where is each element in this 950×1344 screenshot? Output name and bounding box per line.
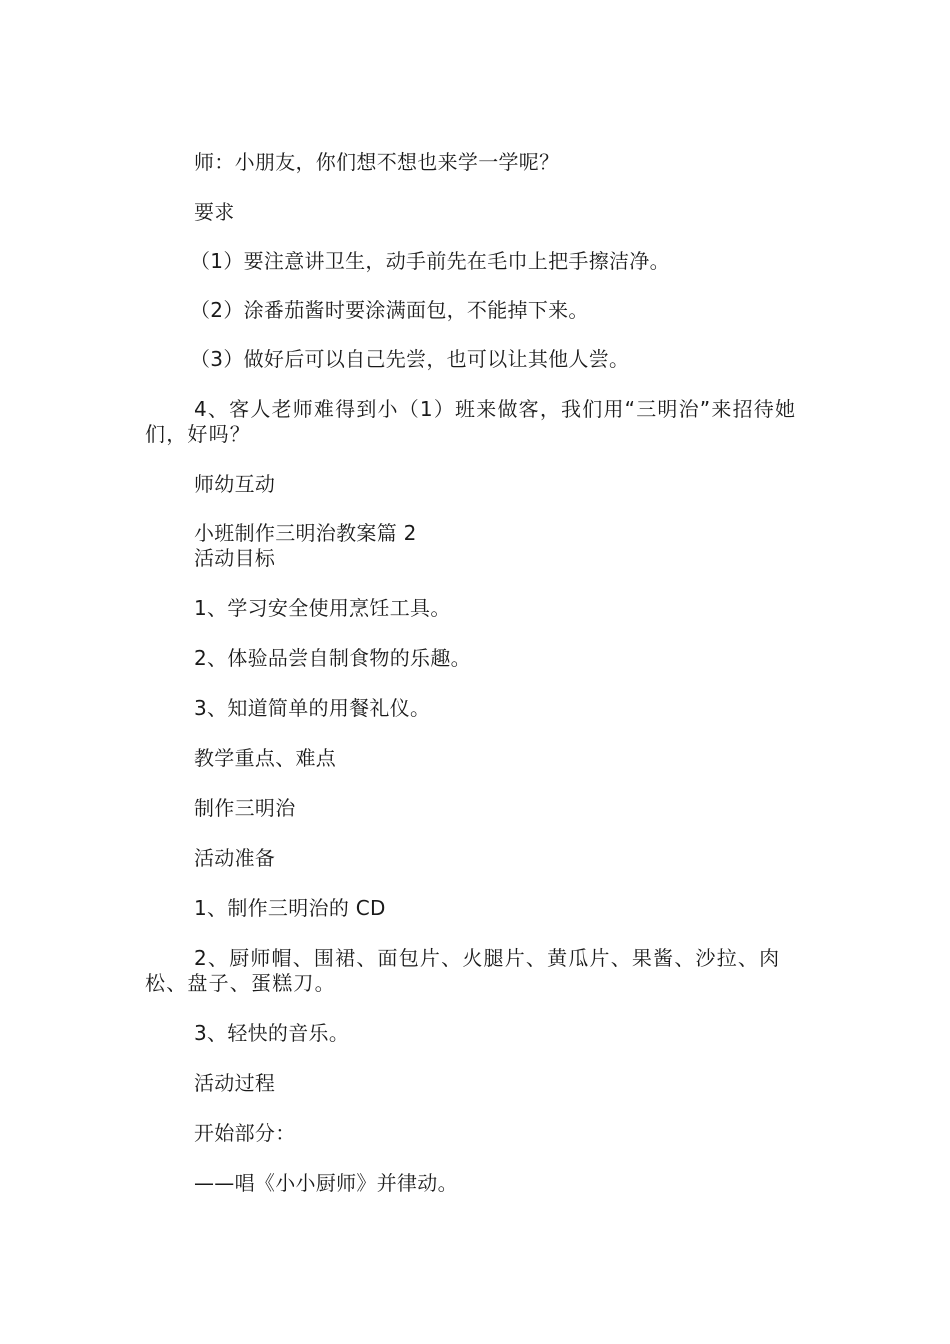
goal-item-2: 2、体验品尝自制食物的乐趣。 (194, 646, 471, 670)
opening-activity: ——唱《小小厨师》并律动。 (194, 1171, 458, 1195)
heading-interaction: 师幼互动 (194, 472, 276, 496)
preparation-item-3: 3、轻快的音乐。 (194, 1021, 350, 1045)
goal-item-3: 3、知道简单的用餐礼仪。 (194, 696, 431, 720)
preparation-item-1: 1、制作三明治的 CD (194, 896, 386, 920)
requirement-item-3: （3）做好后可以自己先尝，也可以让其他人尝。 (190, 347, 630, 371)
heading-opening-part: 开始部分： (194, 1121, 296, 1145)
key-point-text: 制作三明治 (194, 796, 296, 820)
heading-key-points: 教学重点、难点 (194, 746, 337, 770)
heading-requirements: 要求 (194, 200, 235, 224)
requirement-item-1: （1）要注意讲卫生，动手前先在毛巾上把手擦洁净。 (190, 249, 670, 273)
section-title-part-2: 小班制作三明治教案篇 2 (194, 521, 417, 545)
goal-item-1: 1、学习安全使用烹饪工具。 (194, 596, 451, 620)
requirement-item-2: （2）涂番茄酱时要涂满面包，不能掉下来。 (190, 298, 589, 322)
paragraph-teacher-question: 师：小朋友，你们想不想也来学一学呢？ (194, 150, 560, 174)
heading-preparation: 活动准备 (194, 846, 276, 870)
paragraph-guest-teachers: 4、客人老师难得到小（1）班来做客，我们用“三明治”来招待她们，好吗？ (145, 397, 797, 446)
heading-activity-goals: 活动目标 (194, 546, 276, 570)
heading-process: 活动过程 (194, 1071, 276, 1095)
preparation-item-2: 2、厨师帽、围裙、面包片、火腿片、黄瓜片、果酱、沙拉、肉松、盘子、蛋糕刀。 (145, 946, 781, 995)
